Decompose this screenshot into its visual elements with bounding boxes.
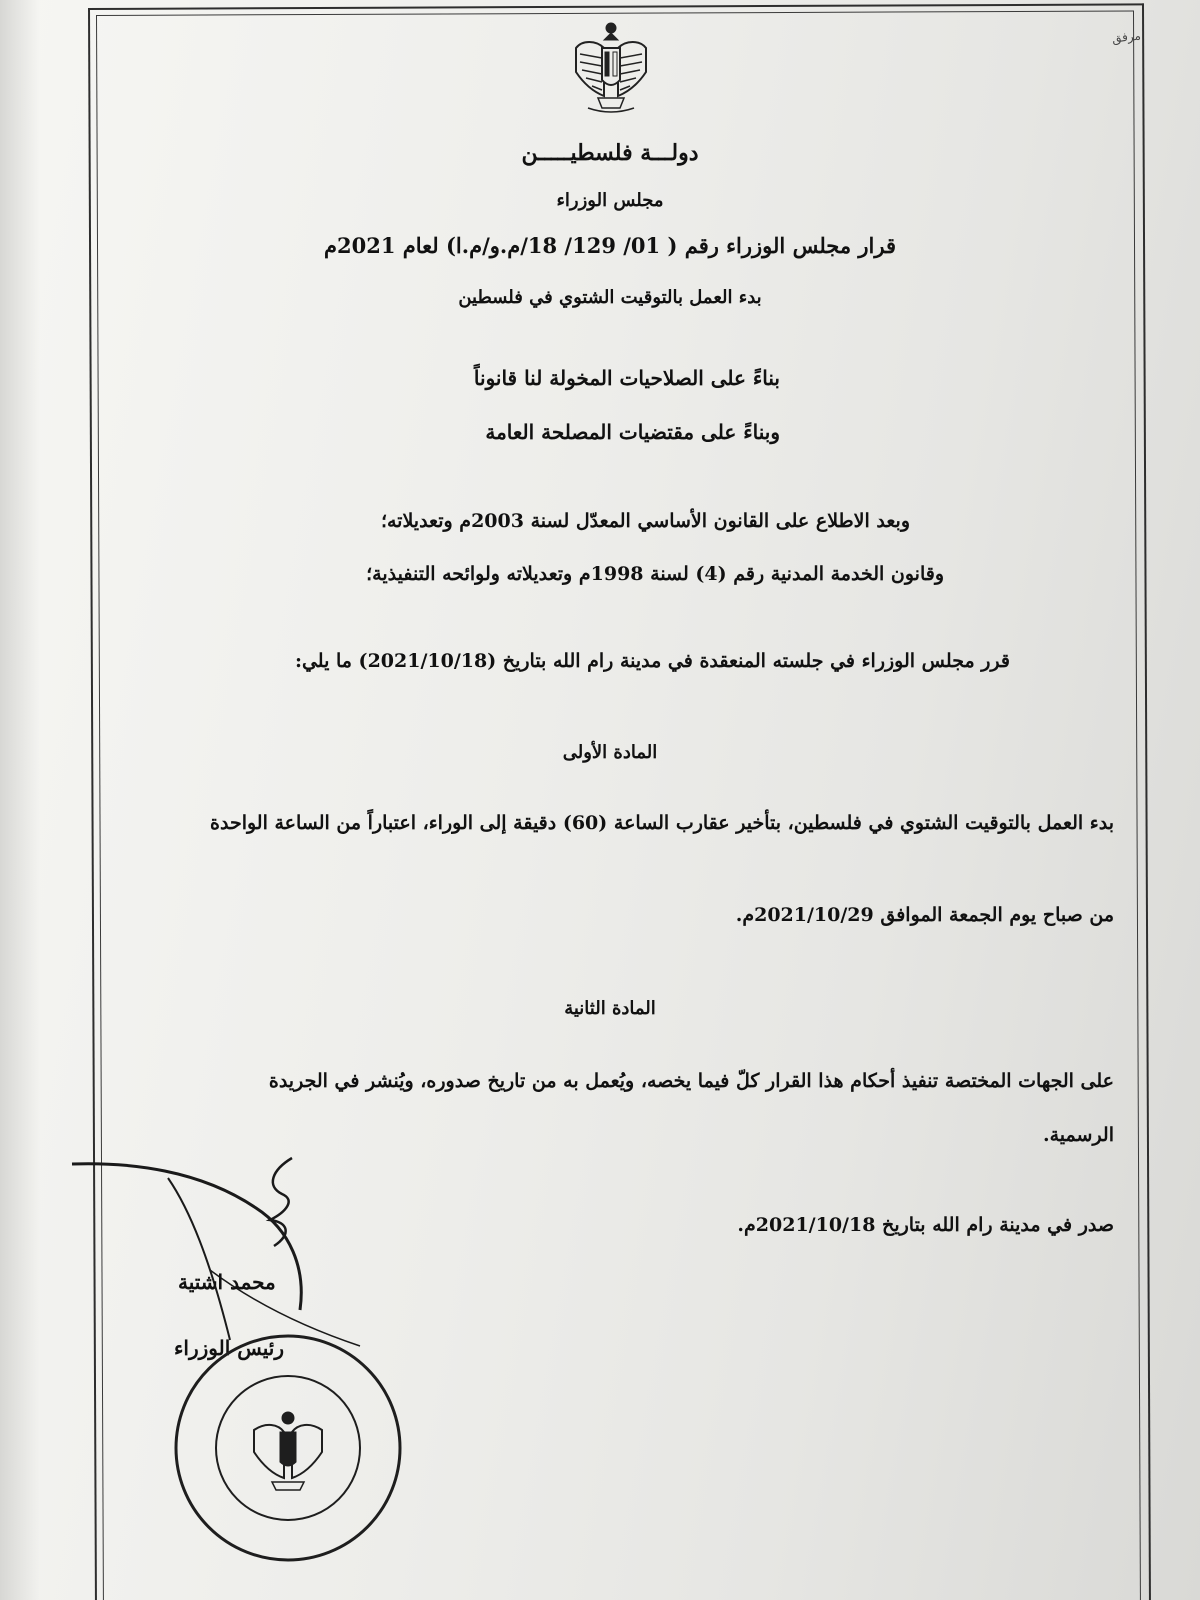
page-edge-shadow [0, 0, 40, 1600]
official-stamp-icon [168, 1328, 408, 1568]
article-2-text: الرسمية. [1043, 1124, 1114, 1146]
council-heading: مجلس الوزراء [556, 190, 664, 211]
margin-note: مرفق [1111, 28, 1142, 46]
issued-line: صدر في مدينة رام الله بتاريخ 2021/10/18م. [737, 1214, 1114, 1236]
resolution-intro: قرر مجلس الوزراء في جلسته المنعقدة في مدينة رام الله بتاريخ (2021/10/18) ما يلي: [294, 650, 1010, 672]
reference-line: وقانون الخدمة المدنية رقم (4) لسنة 1998م وتعديلاته ولوائحه التنفيذية؛ [366, 563, 944, 585]
decision-number-line: قرار مجلس الوزراء رقم ( 01/ 129/ 18/م.و/م.ا) لعام 2021م [323, 233, 897, 258]
state-heading: دولـــة فلسطيـــــن [521, 140, 699, 166]
basis-line: وبناءً على مقتضيات المصلحة العامة [485, 420, 780, 444]
basis-line: بناءً على الصلاحيات المخولة لنا قانوناً [473, 366, 780, 390]
article-1-text: من صباح يوم الجمعة الموافق 2021/10/29م. [735, 904, 1114, 926]
article-1-text: بدء العمل بالتوقيت الشتوي في فلسطين، بتأخير عقارب الساعة (60) دقيقة إلى الوراء، اعتباراً من الساعة الواحدة [210, 812, 1114, 834]
palestine-eagle-emblem-icon [568, 18, 654, 118]
decision-subject: بدء العمل بالتوقيت الشتوي في فلسطين [458, 287, 762, 308]
article-2-title: المادة الثانية [564, 998, 656, 1019]
reference-line: وبعد الاطلاع على القانون الأساسي المعدّل لسنة 2003م وتعديلاته؛ [380, 510, 910, 532]
signer-title: رئيس الوزراء [174, 1336, 284, 1360]
signature-icon [60, 1150, 420, 1350]
article-1-title: المادة الأولى [562, 742, 658, 763]
signer-name: محمد اشتية [178, 1270, 276, 1294]
article-2-text: على الجهات المختصة تنفيذ أحكام هذا القرار كلّ فيما يخصه، ويُعمل به من تاريخ صدوره، ويُنشر في الجريدة [268, 1070, 1114, 1092]
